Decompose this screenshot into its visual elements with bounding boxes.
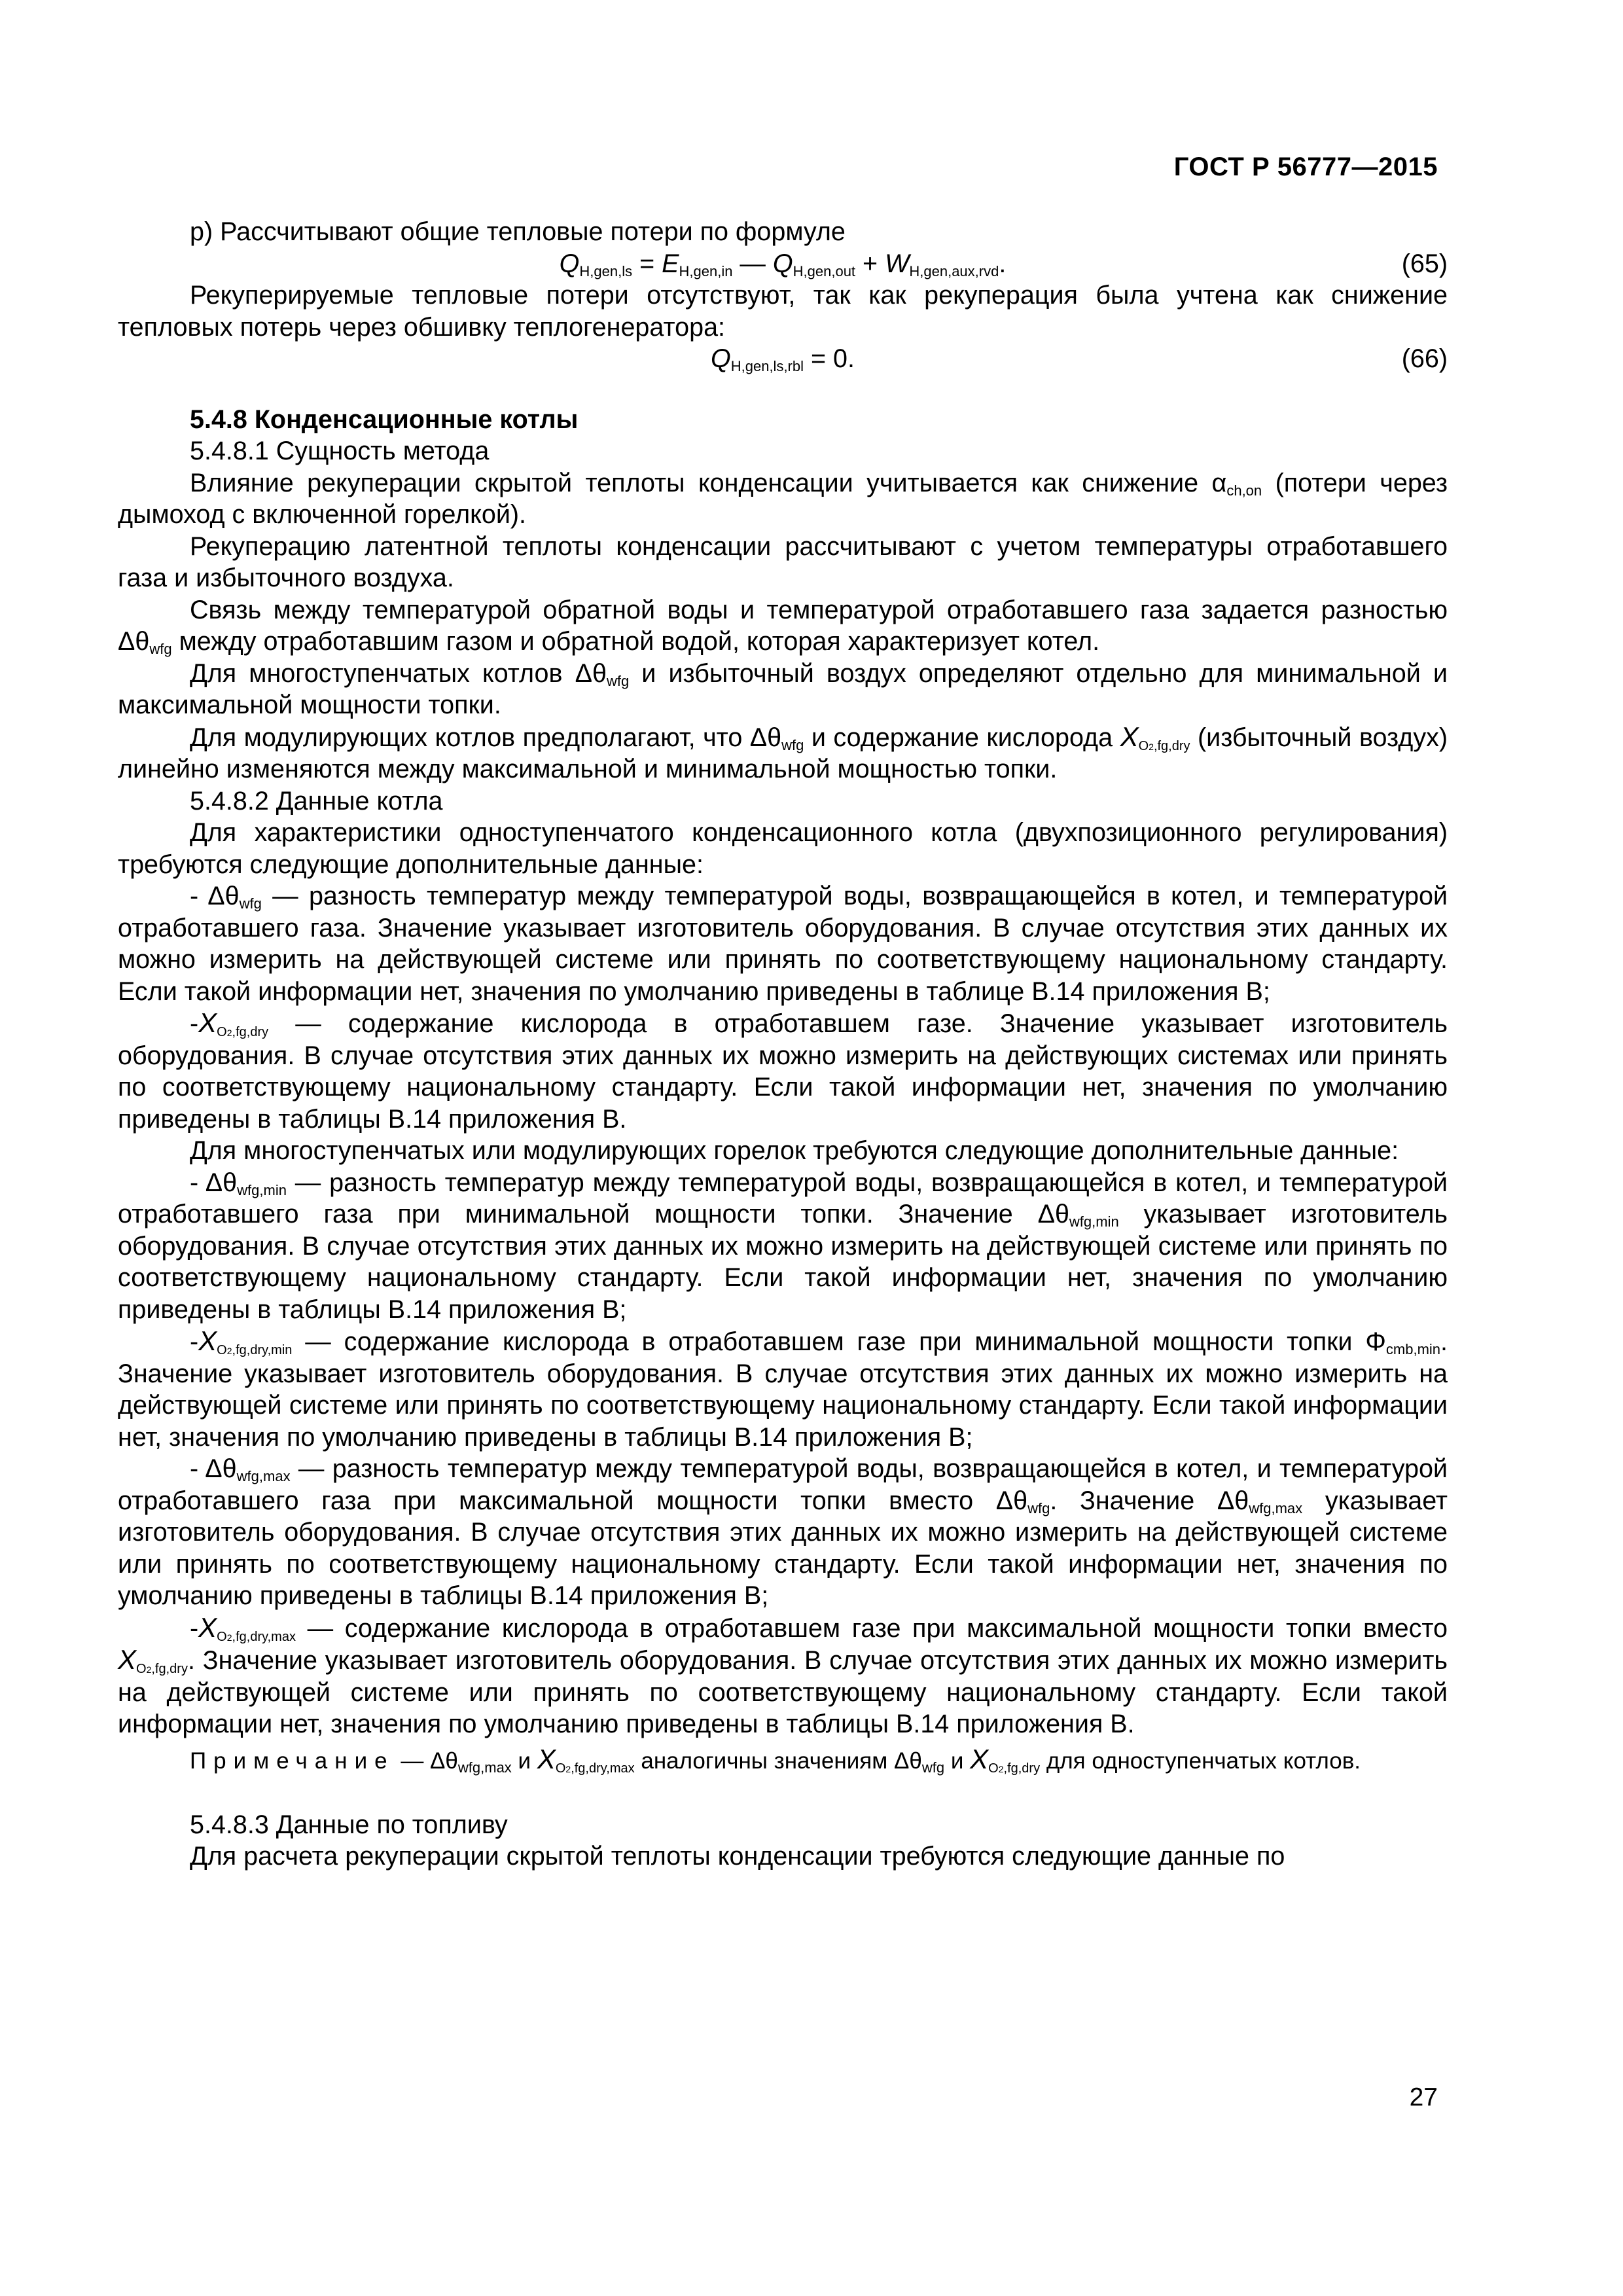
note: Примечание — $\Delta\theta_{wfg,max}$ и $X_{O2,fg,dry,max}$ аналогичны значениям $\Delta\theta_{wfg}$ и $X_{O2,fg,dry}$ для одноступенчатых котлов. [190, 1743, 1361, 1776]
list-item-xo2-fg-dry: $-X_{O2,fg,dry}$ — содержание кислорода в отработавшем газе. Значение указывает изготовитель оборудования. В случае отсутствия этих данных их можно измерить на действующих системах или принять по соответствующему национальному стандарту. Если такой информации нет, значения по умолчанию приведены в таблицы В.14 приложения В. [118, 1007, 1448, 1134]
list-item-xo2-fg-dry-min: $-X_{O2,fg,dry,min}$ — содержание кислорода в отработавшем газе при минимальной мощности топки $\Phi_{cmb,min}$. Значение указывает изготовитель оборудования. В случае отсутствия этих данных их можно измерить на действующей системе или принять по соответствующему национальному стандарту. Если такой информации нет, значения по умолчанию приведены в таблицы В.14 приложения В; [118, 1325, 1448, 1452]
paragraph-6: Для характеристики одноступенчатого конденсационного котла (двухпозиционного регулирования) требуются следующие дополнительные данные: [118, 818, 1448, 879]
formula-66 [118, 343, 1448, 375]
formula-66-number: (66) [1401, 344, 1448, 373]
formula-66-expression: $Q_{H,gen,ls,rbl} = 0$. [711, 344, 855, 374]
paragraph-7: Для многоступенчатых или модулирующих горелок требуются следующие дополнительные данные: [190, 1136, 1399, 1165]
document-header: ГОСТ Р 56777—2015 [1173, 152, 1438, 181]
paragraph-2: Рекуперацию латентной теплоты конденсации рассчитывают с учетом температуры отработавшего газа и избыточного воздуха. [118, 531, 1448, 592]
page-content [118, 216, 1448, 1873]
list-item-dtheta-wfg: - $\Delta\theta_{wfg}$ — разность температур между температурой воды, возвращающейся в котел, и температурой отработавшего газа. Значение указывает изготовитель оборудования. В случае отсутствия этих данных их можно измерить на действующей системе или принять по соответствующему национальному стандарту. Если такой информации нет, значения по умолчанию приведены в таблице В.14 приложения В; [118, 882, 1448, 1006]
formula-65-expression: $Q_{H,gen,ls} = E_{H,gen,in}$ — $Q_{H,gen,out} + W_{H,gen,aux,rvd}$. [559, 249, 1007, 279]
paragraph-3: Связь между температурой обратной воды и температурой отработавшего газа задается разностью $\Delta\theta_{wfg}$ между отработавшим газом и обратной водой, которая характеризует котел. [118, 595, 1448, 657]
paragraph-4: Для многоступенчатых котлов $\Delta\theta_{wfg}$ и избыточный воздух определяют отдельно для минимальной и максимальной мощности топки. [118, 658, 1448, 719]
item-p: р) Рассчитывают общие тепловые потери по формуле [190, 217, 846, 246]
subsection-3-heading: 5.4.8.3 Данные по топливу [190, 1810, 508, 1839]
note-label: Примечание [190, 1748, 395, 1774]
formula-65 [118, 248, 1448, 280]
list-item-dtheta-wfg-max: - $\Delta\theta_{wfg,max}$ — разность температур между температурой воды, возвращающейся в котел, и температурой отработавшего газа при максимальной мощности топки вместо $\Delta\theta_{wfg}$. Значение $\Delta\theta_{wfg,max}$ указывает изготовитель оборудования. В случае отсутствия этих данных их можно измерить на действующей системе или принять по соответствующему национальному стандарту. Если такой информации нет, значения по умолчанию приведены в таблицы В.14 приложения В; [118, 1454, 1448, 1610]
paragraph-1: Влияние рекуперации скрытой теплоты конденсации учитывается как снижение $\alpha_{ch,on}$ (потери через дымоход с включенной горелкой). [118, 468, 1448, 529]
recuperation-paragraph: Рекуперируемые тепловые потери отсутствуют, так как рекуперация была учтена как снижение тепловых потерь через обшивку теплогенератора: [118, 281, 1448, 342]
paragraph-8: Для расчета рекуперации скрытой теплоты конденсации требуются следующие данные по [190, 1842, 1285, 1871]
paragraph-5: Для модулирующих котлов предполагают, что $\Delta\theta_{wfg}$ и содержание кислорода $X_{O2,fg,dry}$ (избыточный воздух) линейно изменяются между максимальной и минимальной мощностью топки. [118, 721, 1448, 783]
list-item-xo2-fg-dry-max: $-X_{O2,fg,dry,max}$ — содержание кислорода в отработавшем газе при максимальной мощности топки вместо $X_{O2,fg,dry}$. Значение указывает изготовитель оборудования. В случае отсутствия этих данных их можно измерить на действующей системе или принять по соответствующему национальному стандарту. Если такой информации нет, значения по умолчанию приведены в таблицы В.14 приложения В. [118, 1611, 1448, 1738]
subsection-1-heading: 5.4.8.1 Сущность метода [190, 437, 490, 465]
list-item-dtheta-wfg-min: - $\Delta\theta_{wfg,min}$ — разность температур между температурой воды, возвращающейся в котел, и температурой отработавшего газа при минимальной мощности топки. Значение $\Delta\theta_{wfg,min}$ указывает изготовитель оборудования. В случае отсутствия этих данных их можно измерить на действующей системе или принять по соответствующему национальному стандарту. Если такой информации нет, значения по умолчанию приведены в таблицы В.14 приложения В; [118, 1168, 1448, 1324]
section-heading: 5.4.8 Конденсационные котлы [190, 404, 579, 434]
formula-65-number: (65) [1401, 249, 1448, 278]
page-number: 27 [1409, 2083, 1438, 2111]
subsection-2-heading: 5.4.8.2 Данные котла [190, 786, 443, 816]
